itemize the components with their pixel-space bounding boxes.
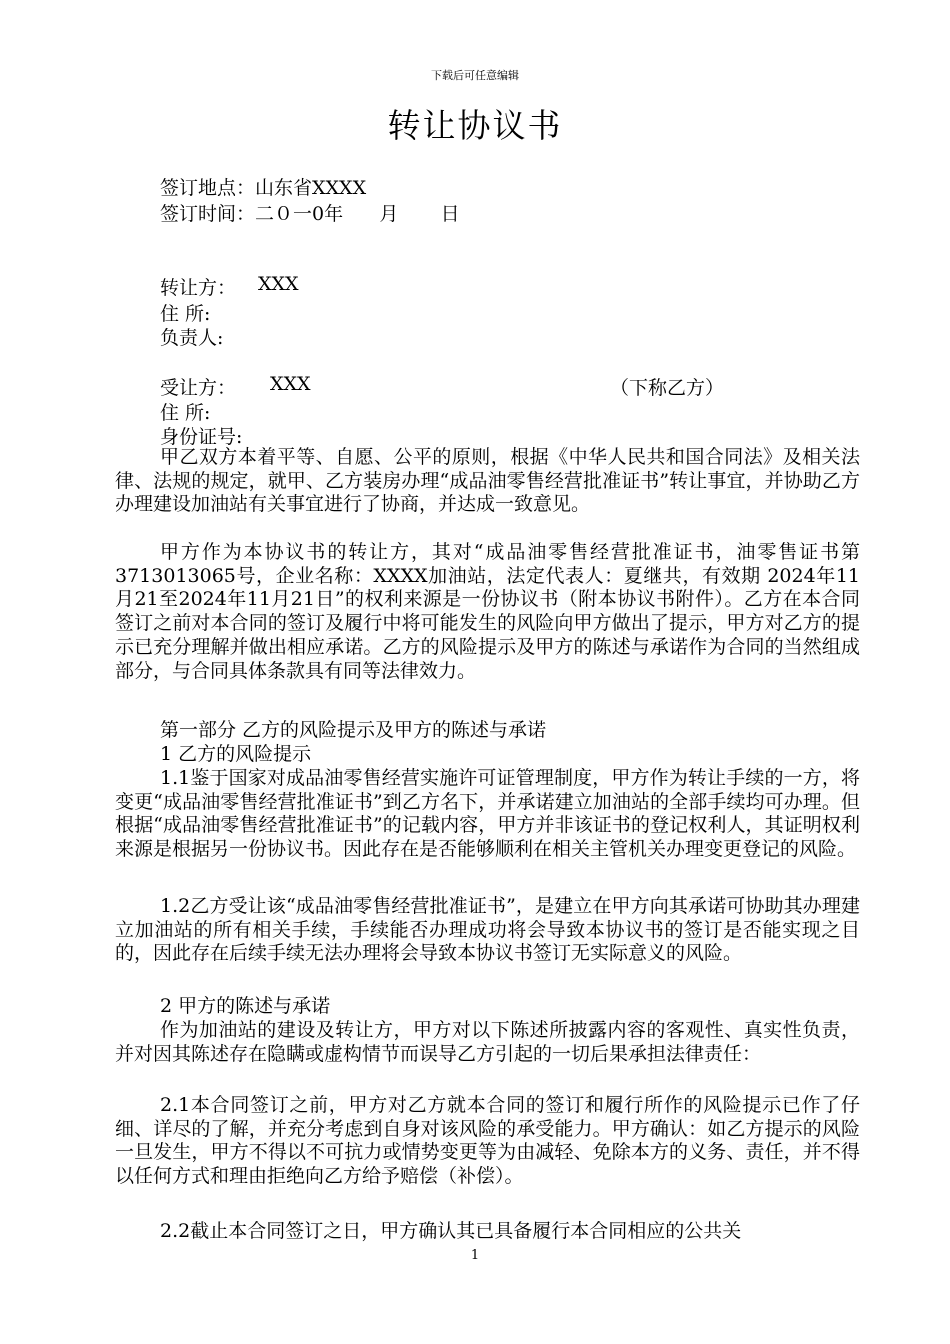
paragraph-preamble: 甲乙双方本着平等、自愿、公平的原则，根据《中华人民共和国合同法》及相关法律、法规的规定，就甲、乙方装房办理“成品油零售经营批准证书”转让事宜，并协助乙方办理建设加油站有关事宜进行了协商，并达成一致意见。 xyxy=(115,446,860,516)
transferor-person-label: 负责人: xyxy=(160,327,224,349)
clause-1-2: 1.2乙方受让该“成品油零售经营批准证书”，是建立在甲方向其承诺可协助其办理建立加油站的所有相关手续，手续能否办理成功将会导致本协议书的签订是否能实现之目的，因此存在后续手续无法办理将会导致本协议书签订无实际意义的风险。 xyxy=(115,895,860,965)
sign-time: 签订时间：二０一0年 月 日 xyxy=(160,203,460,225)
transferor-name: XXX xyxy=(258,273,299,295)
transferee-id-label: 身份证号: xyxy=(160,426,243,448)
transferee-address-label: 住 所: xyxy=(160,402,211,424)
section-heading-part-one: 第一部分 乙方的风险提示及甲方的陈述与承诺 xyxy=(160,719,547,741)
document-title: 转让协议书 xyxy=(387,106,563,145)
paragraph-statement-intro: 作为加油站的建设及转让方，甲方对以下陈述所披露内容的客观性、真实性负责，并对因其陈述存在隐瞒或虚构情节而误导乙方引起的一切后果承担法律责任： xyxy=(115,1019,860,1065)
header-note: 下载后可任意编辑 xyxy=(431,69,519,82)
page-number: 1 xyxy=(470,1248,480,1263)
clause-2-1: 2.1本合同签订之前，甲方对乙方就本合同的签订和履行所作的风险提示已作了仔细、详尽的了解，并充分考虑到自身对该风险的承受能力。甲方确认：如乙方提示的风险一旦发生，甲方不得以不可抗力或情势变更等为由减轻、免除本方的义务、责任，并不得以任何方式和理由拒绝向乙方给予赔偿（补偿）。 xyxy=(115,1094,860,1188)
clause-1-1: 1.1鉴于国家对成品油零售经营实施许可证管理制度，甲方作为转让手续的一方，将变更“成品油零售经营批准证书”到乙方名下，并承诺建立加油站的全部手续均可办理。但根据“成品油零售经营批准证书”的记载内容，甲方并非该证书的登记权利人，其证明权利来源是根据另一份协议书。因此存在是否能够顺利在相关主管机关办理变更登记的风险。 xyxy=(115,767,860,861)
sign-place: 签订地点：山东省XXXX xyxy=(160,177,367,199)
clause-2-2: 2.2截止本合同签订之日，甲方确认其已具备履行本合同相应的公共关 xyxy=(160,1220,742,1242)
transferee-note: （下称乙方） xyxy=(610,377,725,399)
transferor-address-label: 住 所: xyxy=(160,303,211,325)
section-heading-statement: 2 甲方的陈述与承诺 xyxy=(160,995,331,1017)
paragraph-rights-source: 甲方作为本协议书的转让方，其对“成品油零售经营批准证书，油零售证书第3713013065号，企业名称：XXXX加油站，法定代表人：夏继共，有效期 2024年11月21至2024年11月21日”的权利来源是一份协议书（附本协议书附件）。乙方在本合同签订之前对本合同的签订及履行中将可能发生的风险向甲方做出了提示，甲方对乙方的提示已充分理解并做出相应承诺。乙方的风险提示及甲方的陈述与承诺作为合同的当然组成部分，与合同具体条款具有同等法律效力。 xyxy=(115,541,860,682)
transferee-label: 受让方： xyxy=(160,377,237,399)
section-heading-risk: 1 乙方的风险提示 xyxy=(160,743,312,765)
transferor-label: 转让方： xyxy=(160,277,237,299)
transferee-name: XXX xyxy=(270,373,311,395)
